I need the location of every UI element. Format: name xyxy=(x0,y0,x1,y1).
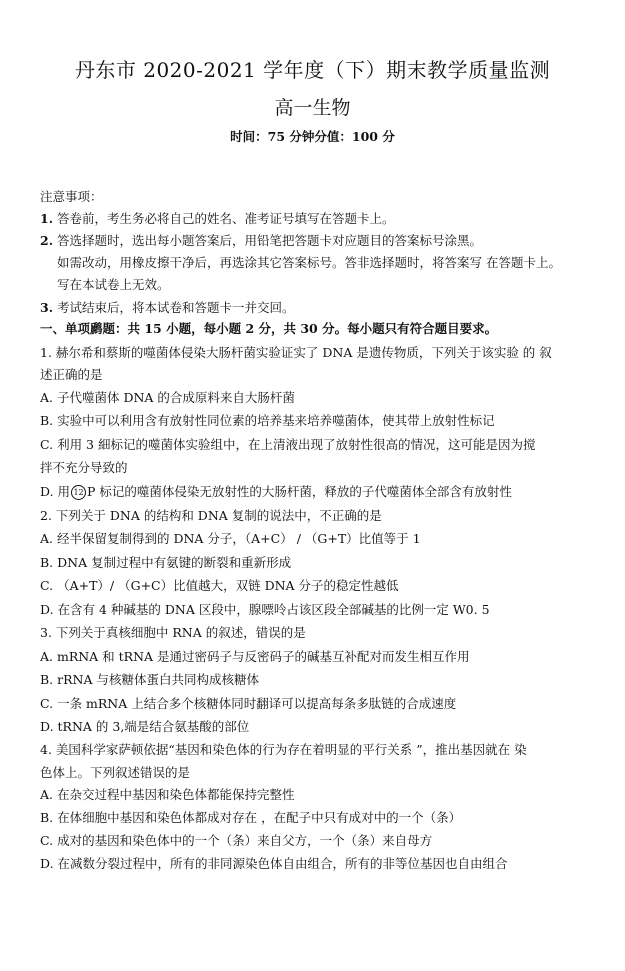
notice-item-continued: 写在本试卷上无效。 xyxy=(57,277,170,292)
answer-option: A. 子代噬菌体 DNA 的合成原料来自大肠杆菌 xyxy=(40,390,295,405)
question-stem: 述正确的是 xyxy=(40,367,103,382)
answer-option: B. 实验中可以利用含有放射性同位素的培养基来培养噬菌体，使其带上放射性标记 xyxy=(40,413,495,428)
answer-option: C. 一条 mRNA 上结合多个核糖体同时翻译可以提高每条多肽链的合成速度 xyxy=(40,696,457,711)
notice-item xyxy=(40,232,600,250)
notice-item xyxy=(40,210,600,228)
notice-item xyxy=(40,299,600,317)
question-stem: 1. 赫尔希和蔡斯的噬菌体侵染大肠杆菌实验证实了 DNA 是遗传物质，下列关于该实验 的 叙 xyxy=(40,345,552,360)
subject-title: 高一生物 xyxy=(274,97,351,119)
answer-option xyxy=(40,483,600,501)
option-prefix: D. 用 xyxy=(40,484,71,499)
notice-item-number: 1. xyxy=(40,211,54,226)
answer-option: C. （A+T）/ （G+C）比值越大，双链 DNA 分子的稳定性越低 xyxy=(40,578,399,593)
time-score: 时间：75 分钟分值：100 分 xyxy=(230,129,395,144)
answer-option: B. rRNA 与核糖体蛋白共同构成核糖体 xyxy=(40,672,259,687)
answer-option: B. 在体细胞中基因和染色体都成对存在 ，在配子中只有成对中的一个（条） xyxy=(40,810,462,825)
notice-item-text: 考试结束后，将本试卷和答题卡一并交回。 xyxy=(57,300,295,315)
answer-option: C. 成对的基因和染色体中的一个（条）来自父方，一个（条）来自母方 xyxy=(40,833,433,848)
notice-item-text: 答卷前，考生务必将自己的姓名、准考证号填写在答题卡上。 xyxy=(57,211,395,226)
question-stem: 4. 美国科学家萨顿依据“基因和染色体的行为存在着明显的平行关系 ”，推出基因就在 染 xyxy=(40,742,527,757)
question-stem: 色体上。下列叙述错误的是 xyxy=(40,765,191,780)
notice-item-continued: 如需改动，用橡皮擦干净后，再选涂其它答案标号。答非选择题时，将答案写 在答题卡上。 xyxy=(57,255,561,270)
question-stem: 2. 下列关于 DNA 的结构和 DNA 复制的说法中，不正确的是 xyxy=(40,508,382,523)
answer-option: A. 经半保留复制得到的 DNA 分子，（A+C） / （G+T）比值等于 1 xyxy=(40,531,421,546)
notice-item-number: 3. xyxy=(40,300,54,315)
notice-item-number: 2. xyxy=(40,233,54,248)
answer-option: B. DNA 复制过程中有氨键的断裂和重新形成 xyxy=(40,555,292,570)
notice-item-text: 答选择题时，选出每小题答案后，用铅笔把答题卡对应题目的答案标号涂黑。 xyxy=(57,233,483,248)
option-text: P 标记的噬菌体侵染无放射性的大肠杆菌，释放的子代噬菌体全部含有放射性 xyxy=(87,484,512,499)
answer-option: D. 在减数分裂过程中，所有的非同源染色体自由组合，所有的非等位基因也自由组合 xyxy=(40,856,508,871)
section-heading: 一、单项䴘题：共 15 小题，每小题 2 分，共 30 分。每小题只有符合题目要求。 xyxy=(40,321,498,336)
answer-option: D. 在含有 4 种碱基的 DNA 区段中，腺嘌呤占该区段全部碱基的比例一定 W0. 5 xyxy=(40,602,490,617)
circled-number: 12 xyxy=(71,485,86,500)
answer-option: A. mRNA 和 tRNA 是通过密码子与反密码子的碱基互补配对而发生相互作用 xyxy=(40,649,470,664)
answer-option: C. 利用 3 細标记的噬菌体实验组中，在上清液出现了放射性很高的情况，这可能是因为搅 xyxy=(40,437,536,452)
answer-option: 拌不充分导致的 xyxy=(40,460,128,475)
exam-title: 丹东市 2020-2021 学年度（下）期末教学质量监测 xyxy=(74,58,551,82)
question-stem: 3. 下列关于真核细胞中 RNA 的叙述，错误的是 xyxy=(40,625,306,640)
notice-heading: 注意事项： xyxy=(40,189,103,204)
answer-option: A. 在杂交过程中基因和染色体都能保持完整性 xyxy=(40,787,295,802)
answer-option: D. tRNA 的 3,端是结合氨基酸的部位 xyxy=(40,719,250,734)
